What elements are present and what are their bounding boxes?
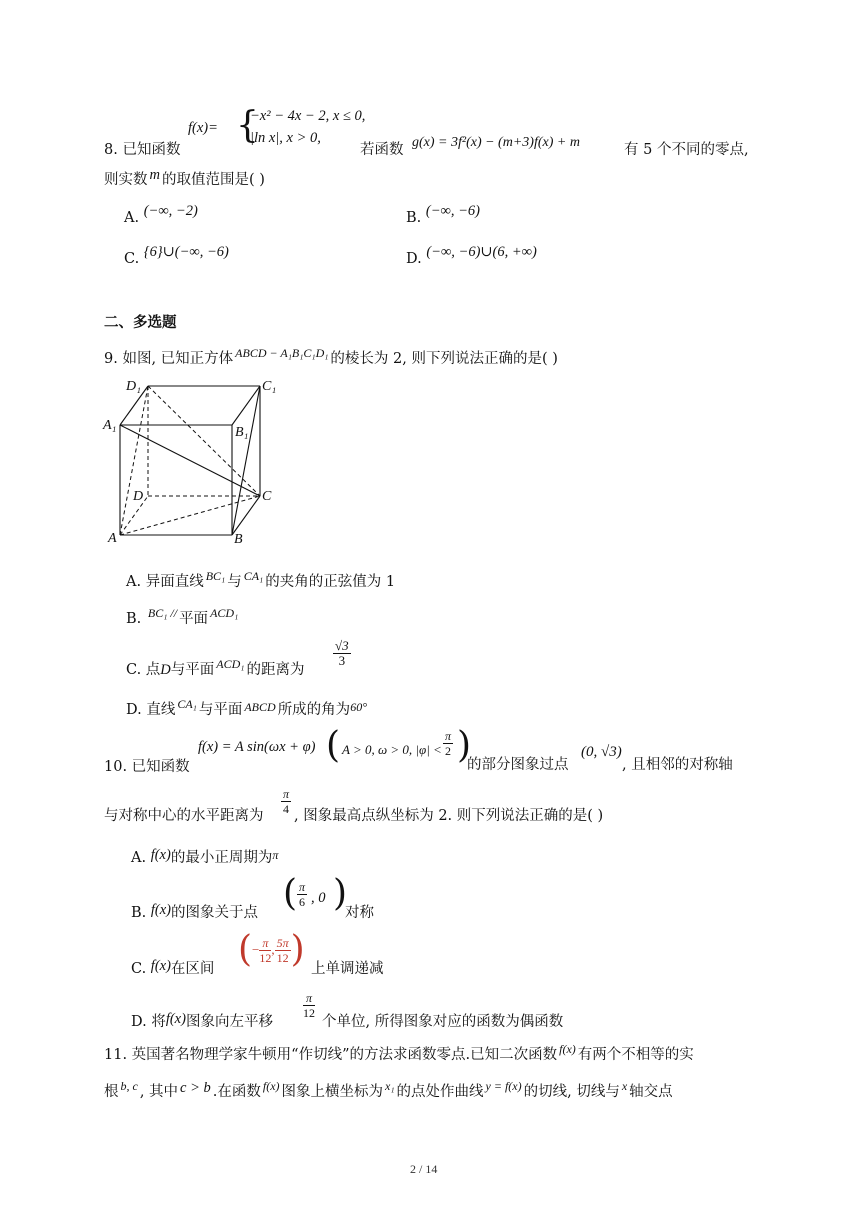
q11-curve: y = f(x) xyxy=(485,1079,522,1093)
q10-option-c-minus: − xyxy=(252,942,260,957)
q9-option-d-text3: 所成的角为 xyxy=(277,702,351,718)
q10-option-d-text2: 图象向左平移 xyxy=(185,1014,273,1030)
q10-option-c-label: C. xyxy=(131,961,147,977)
q11-line2-text3: .在函数 xyxy=(212,1084,261,1100)
q9-option-a-text3: 的夹角的正弦值为 1 xyxy=(265,574,396,590)
q10-cond-paren-r: ) xyxy=(457,725,472,766)
q10-cond-frac xyxy=(443,729,453,758)
q10-option-d-label: D. xyxy=(131,1014,147,1030)
q9-option-c-d: D xyxy=(160,662,171,678)
q11-line2-text4: 图象上横坐标为 xyxy=(281,1084,384,1100)
q11-line2-text2: , 其中 xyxy=(139,1084,179,1100)
q10-option-d-text3: 个单位, 所得图象对应的函数为偶函数 xyxy=(322,1014,564,1030)
label-d1: D₁ xyxy=(126,379,141,394)
q9-option-a-bc1: BC₁ xyxy=(205,569,226,583)
label-b1: B₁ xyxy=(235,425,249,440)
q10-option-b-paren-r: ) xyxy=(333,873,348,914)
q8-brace: { xyxy=(236,105,259,146)
q10-option-b-num: π xyxy=(299,880,306,894)
q8-suffix: 有 5 个不同的零点, xyxy=(624,142,749,158)
q9-option-c-text3: 的距离为 xyxy=(246,662,305,678)
q10-option-d[interactable] xyxy=(131,1012,273,1032)
q11-line2-text6: 的切线, 切线与 xyxy=(523,1084,620,1100)
q9-option-c-frac xyxy=(333,639,351,668)
q8-prefix: 8. 已知函数 xyxy=(104,142,181,158)
q10-option-b-den: 6 xyxy=(299,895,305,909)
q8-line2-end: 的取值范围是( ) xyxy=(161,172,265,188)
q10-option-a[interactable] xyxy=(131,848,278,868)
q11-x1: x₁ xyxy=(385,1079,395,1093)
q10-option-a-pi: π xyxy=(272,848,279,862)
q9-option-a-text1: 异面直线 xyxy=(145,574,204,590)
q10-option-b-frac xyxy=(297,880,307,909)
q9-option-d[interactable] xyxy=(126,697,367,720)
q10-option-c-d1: 12 xyxy=(259,950,272,965)
q11-fx: f(x) xyxy=(559,1042,576,1056)
q11-fx2: f(x) xyxy=(262,1079,280,1093)
q10-suffix: , 且相邻的对称轴 xyxy=(622,757,733,773)
q11-line1-text1: 11. 英国著名物理学家牛顿用“作切线”的方法求函数零点.已知二次函数 xyxy=(104,1047,558,1063)
q11-xaxis: x xyxy=(621,1079,628,1093)
q9-option-b-plane: ACD₁ xyxy=(210,606,239,620)
q9-option-b[interactable] xyxy=(126,606,240,629)
q10-option-d-text1: 将 xyxy=(151,1014,166,1030)
q10-option-a-text: 的最小正周期为 xyxy=(170,850,273,866)
q10-fx: f(x) = A sin(ωx + φ) xyxy=(198,739,316,755)
q10-option-c-n1: π xyxy=(259,936,271,951)
q11-line2-text5: 的点处作曲线 xyxy=(396,1084,484,1100)
label-c1: C₁ xyxy=(262,379,277,394)
q8-option-d-label: D. xyxy=(406,251,422,267)
q9-option-c-den: 3 xyxy=(338,653,346,668)
q10-option-c-comma: , xyxy=(271,942,275,957)
q9-cube: ABCD − A₁B₁C₁D₁ xyxy=(235,346,329,360)
q9-option-d-angle: 60° xyxy=(350,700,367,714)
q10-option-d-frac xyxy=(303,991,315,1020)
q8-case-1: −x² − 4x − 2, x ≤ 0, xyxy=(250,108,366,124)
q10-line2-2: , 图象最高点纵坐标为 2. 则下列说法正确的是( ) xyxy=(294,808,604,824)
q10-option-d-den: 12 xyxy=(303,1006,315,1020)
q9-prefix: 9. 如图, 已知正方体 xyxy=(104,351,234,367)
q10-option-c-paren-l: ( xyxy=(238,929,253,970)
q8-var-m: m xyxy=(149,167,160,183)
q9-suffix: 的棱长为 2, 则下列说法正确的是( ) xyxy=(330,351,558,367)
q10-dist-den: 4 xyxy=(283,802,289,816)
label-c: C xyxy=(262,489,272,504)
q9-option-a-text2: 与 xyxy=(227,574,242,590)
q10-point: (0, √3) xyxy=(581,744,622,760)
q10-mid: 的部分图象过点 xyxy=(467,757,569,773)
q8-mid: 若函数 xyxy=(360,142,404,158)
q8-option-c-label: C. xyxy=(124,251,140,267)
q9-stem xyxy=(104,346,558,369)
q10-option-b[interactable] xyxy=(131,903,258,923)
q9-option-c-text1: 点 xyxy=(145,662,161,678)
q10-option-c[interactable] xyxy=(131,959,214,979)
q8-line2 xyxy=(104,167,265,190)
q9-option-d-text1: 直线 xyxy=(146,702,176,718)
q10-option-c-n2: 5π xyxy=(276,935,289,950)
q10-option-c-frac1 xyxy=(259,936,271,965)
q11-line1 xyxy=(104,1042,694,1065)
q10-cond-num: π xyxy=(445,729,452,743)
q9-option-c-plane: ACD₁ xyxy=(216,657,245,671)
q10-option-b-tail: , 0 xyxy=(311,890,326,906)
q10-option-b-text: 的图象关于点 xyxy=(171,905,258,921)
q9-option-c-text2: 与平面 xyxy=(170,662,215,678)
q8-option-c-text: {6}∪(−∞, −6) xyxy=(143,244,229,260)
q8-option-b[interactable] xyxy=(406,203,480,228)
section-title: 二、多选题 xyxy=(104,314,177,331)
q9-option-c-label: C. xyxy=(126,662,142,678)
q8-option-b-text: (−∞, −6) xyxy=(425,203,480,219)
q9-option-c-num: √3 xyxy=(335,638,349,653)
q8-option-a-label: A. xyxy=(124,210,140,226)
q8-option-a-text: (−∞, −2) xyxy=(143,203,198,219)
q10-prefix: 10. 已知函数 xyxy=(104,759,190,775)
q11-bc: b, c xyxy=(120,1079,138,1093)
q10-option-d-fx: f(x) xyxy=(165,1011,186,1027)
q11-line1-text2: 有两个不相等的实 xyxy=(577,1047,694,1063)
q10-option-c-text: 在区间 xyxy=(170,961,215,977)
q9-option-b-label: B. xyxy=(126,611,142,627)
q9-option-d-plane: ABCD xyxy=(244,700,276,714)
q9-option-d-text2: 与平面 xyxy=(198,702,243,718)
q10-option-c-paren-r: ) xyxy=(290,929,305,970)
edge-ad1 xyxy=(120,386,148,535)
q9-option-c[interactable] xyxy=(126,657,305,680)
q10-option-c-fx: f(x) xyxy=(150,958,171,974)
q10-dist-frac xyxy=(281,787,291,816)
q9-option-b-bc1: BC₁ // xyxy=(147,606,178,620)
q8-option-d[interactable] xyxy=(406,244,537,269)
q10-option-c-interval xyxy=(238,930,305,970)
label-d: D xyxy=(133,489,144,504)
q9-option-a-ca1: CA₁ xyxy=(243,569,264,583)
q8-fx-def: f(x)= xyxy=(188,120,218,136)
q8-option-d-text: (−∞, −6)∪(6, +∞) xyxy=(426,244,537,260)
q10-option-c-frac2 xyxy=(275,936,291,965)
q11-line2-text7: 轴交点 xyxy=(629,1084,673,1100)
edge-bc1 xyxy=(232,386,260,535)
q9-option-b-text: 平面 xyxy=(179,611,209,627)
q11-cgtb: c > b xyxy=(180,1080,211,1096)
q8-option-c[interactable] xyxy=(124,244,229,269)
q10-option-b-fx: f(x) xyxy=(150,902,171,918)
q10-option-b-paren-l: ( xyxy=(283,873,298,914)
q10-cond-paren-l: ( xyxy=(326,725,341,766)
q10-cond-den: 2 xyxy=(445,744,451,758)
q10-option-a-label: A. xyxy=(131,850,147,866)
q9-option-a-label: A. xyxy=(126,574,142,590)
q10-line2-1: 与对称中心的水平距离为 xyxy=(104,808,264,824)
q10-option-d-num: π xyxy=(303,991,315,1006)
q9-option-d-ca1: CA₁ xyxy=(177,697,197,711)
q8-gx: g(x) = 3f²(x) − (m+3)f(x) + m xyxy=(412,135,580,150)
q10-option-b-text2: 对称 xyxy=(345,905,374,921)
label-b: B xyxy=(234,532,243,547)
q8-case-2: |ln x|, x > 0, xyxy=(250,130,321,146)
q10-option-b-label: B. xyxy=(131,905,147,921)
q8-line2-text: 则实数 xyxy=(104,172,148,188)
q10-option-c-text2: 上单调递减 xyxy=(311,961,384,977)
q10-cond: A > 0, ω > 0, |φ| < xyxy=(342,742,442,757)
q10-dist-num: π xyxy=(283,787,290,801)
q11-line2-text1: 根 xyxy=(104,1084,119,1100)
edge-d1c xyxy=(148,386,260,496)
label-a1: A₁ xyxy=(103,418,117,433)
q10-option-c-d2: 12 xyxy=(276,950,289,965)
q11-line2 xyxy=(104,1079,673,1102)
page-number: 2 / 14 xyxy=(410,1162,438,1176)
label-a: A xyxy=(108,531,117,546)
q8-option-a[interactable] xyxy=(124,203,198,228)
cube-figure xyxy=(100,372,290,550)
q9-option-d-label: D. xyxy=(126,702,142,718)
q10-option-a-fx: f(x) xyxy=(150,847,171,863)
q9-option-a[interactable] xyxy=(126,569,396,592)
q8-option-b-label: B. xyxy=(406,210,422,226)
